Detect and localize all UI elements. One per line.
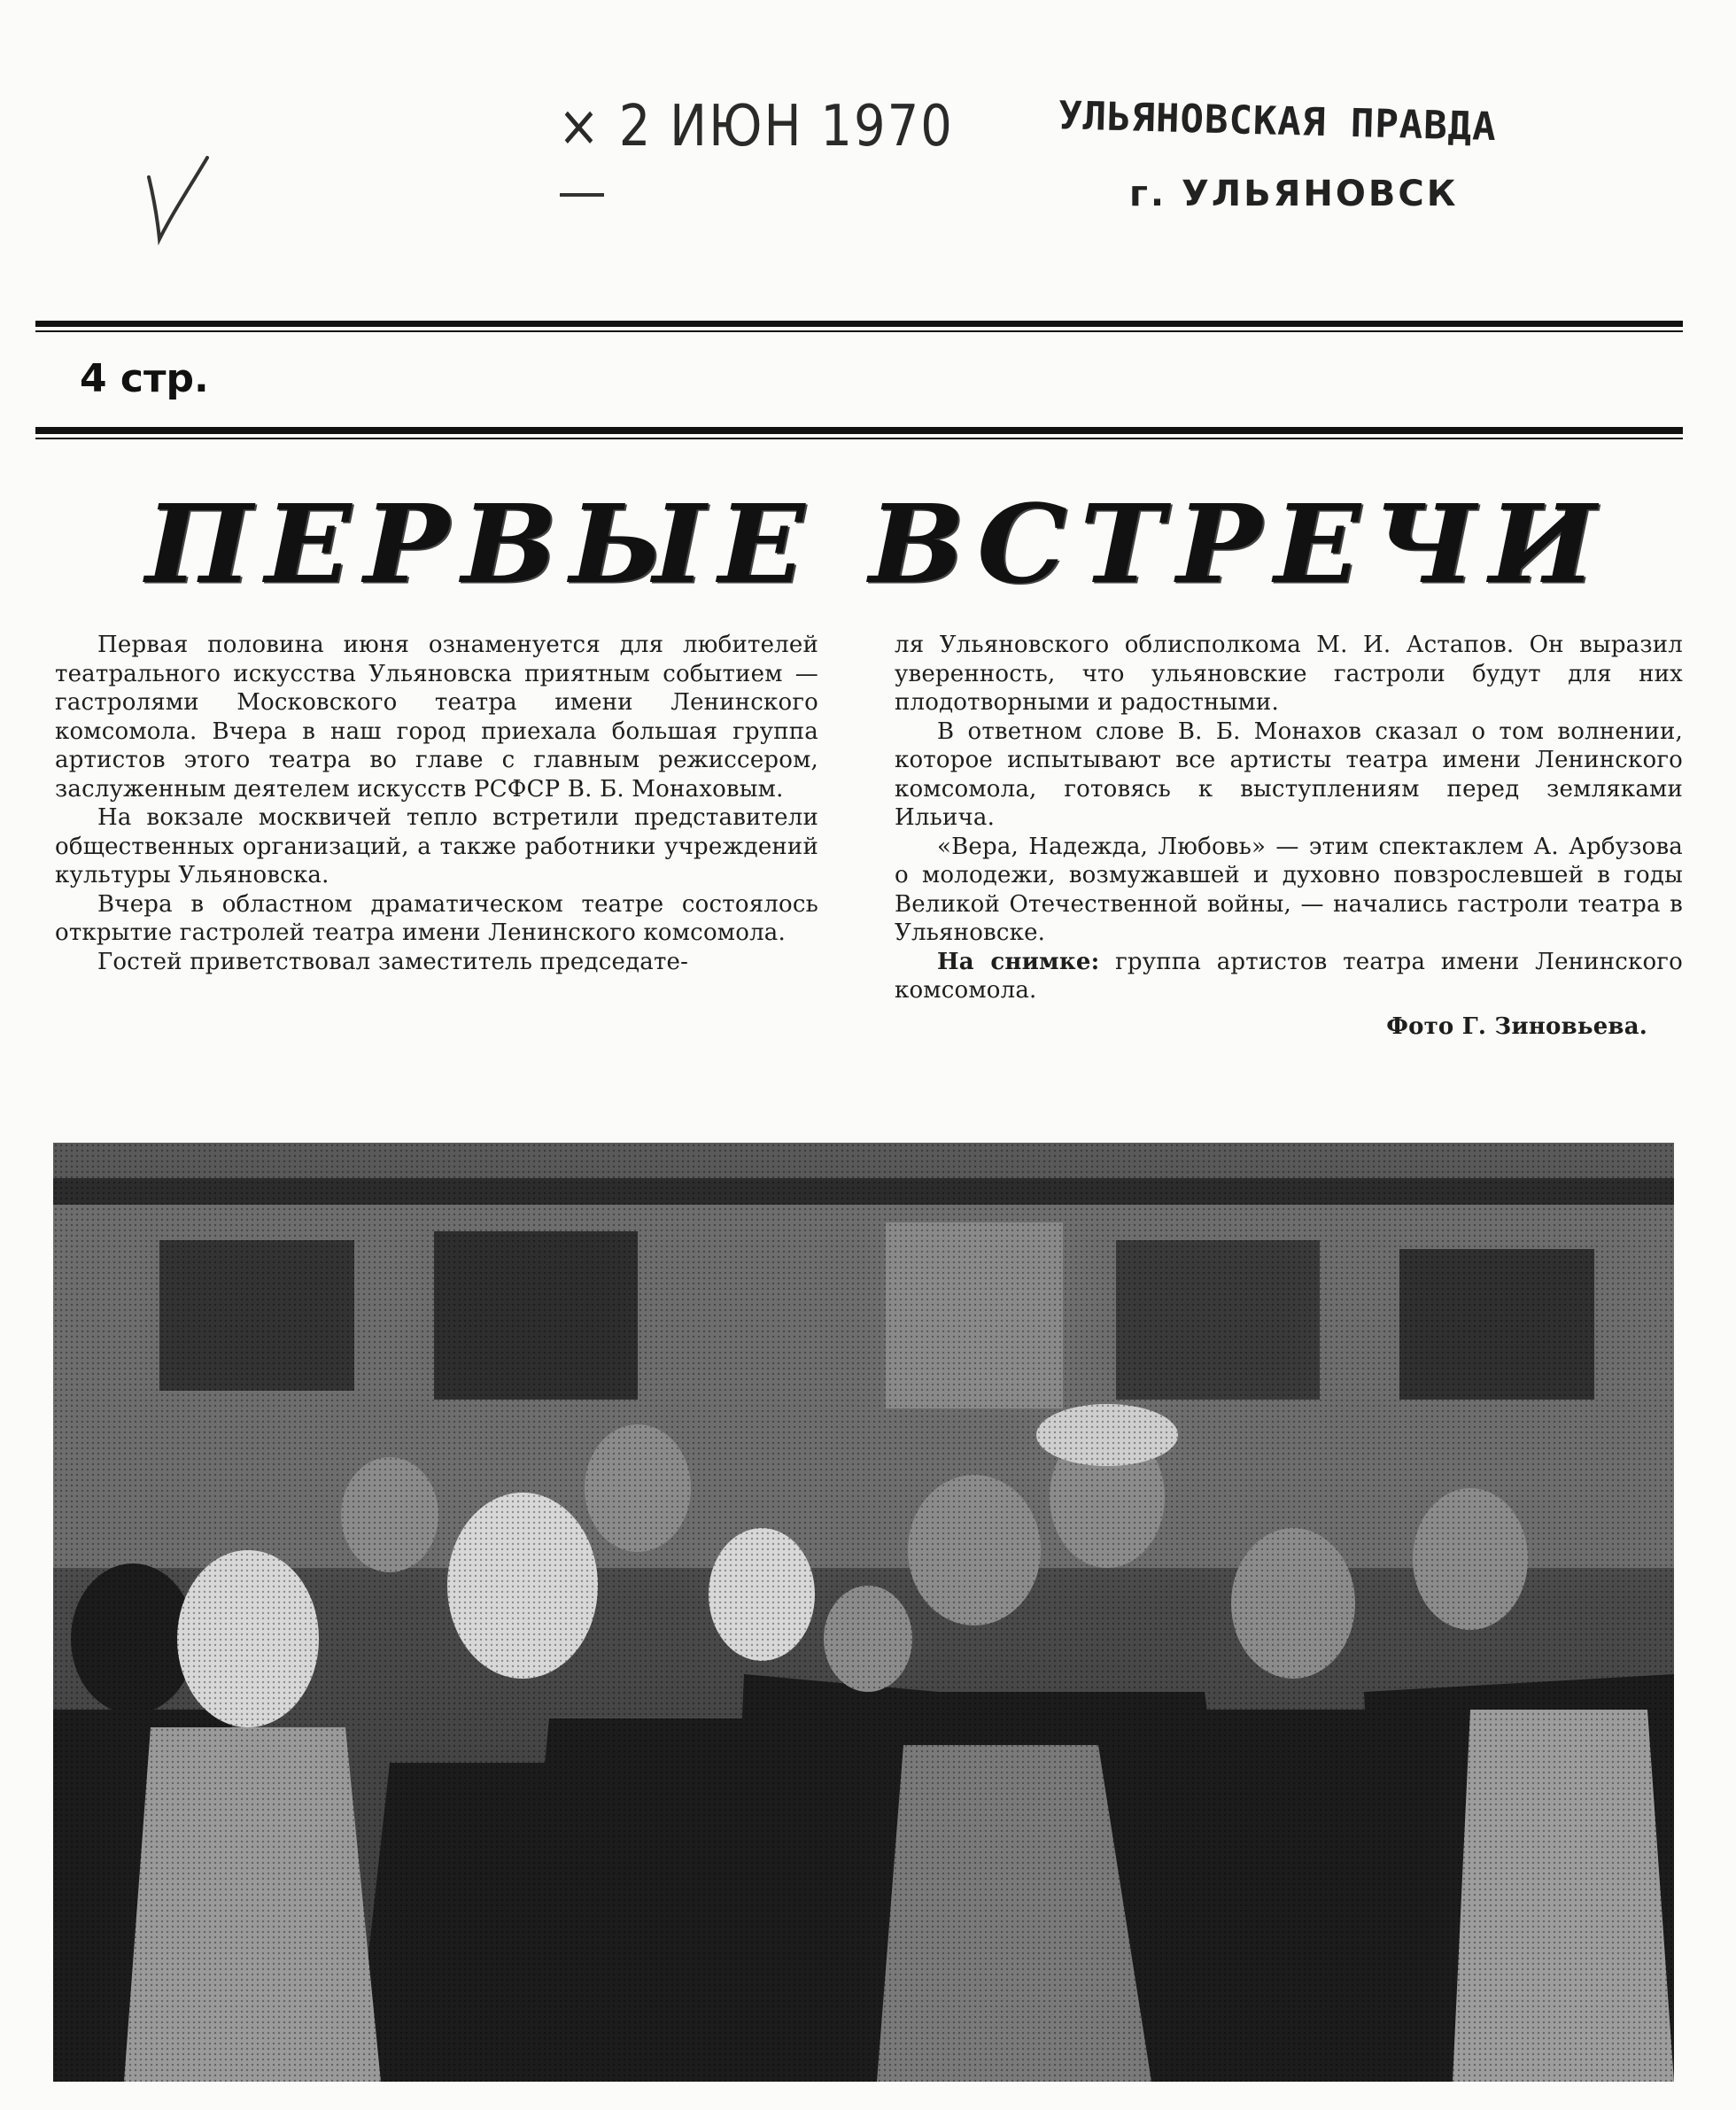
- photo-caption-text: группа артистов театра имени Ленинского комсомола.: [895, 948, 1683, 1004]
- article-paragraph: На вокзале москвичей тепло встретили представители общественных организаций, а также работники учреждений культуры Ульяновска.: [55, 804, 818, 888]
- newspaper-name-stamp: УЛЬЯНОВСКАЯ ПРАВДА: [1058, 93, 1498, 151]
- newspaper-city-stamp: г. УЛЬЯНОВСК: [1129, 174, 1459, 214]
- article-headline: ПЕРВЫЕ ВСТРЕЧИ: [145, 481, 1608, 609]
- article-paragraph: Вчера в областном драматическом театре состоялось открытие гастролей театра имени Ленинского комсомола.: [55, 890, 818, 946]
- photo-credit: Фото Г. Зиновьева.: [1386, 1012, 1647, 1040]
- article-paragraph: Первая половина июня ознаменуется для любителей театрального искусства Ульяновска приятным событием — гастролями Московского театра имени Ленинского комсомола. Вчера в наш город приехала большая группа артистов этого театра во главе с главным режиссером, заслуженным деятелем искусств РСФСР В. Б. Монаховым.: [55, 632, 818, 803]
- article-paragraph: В ответном слове В. Б. Монахов сказал о том волнении, которое испытывают все артисты театра имени Ленинского комсомола, готовясь к выступлениям перед земляками Ильича.: [895, 718, 1683, 831]
- article-column-left: [55, 631, 818, 976]
- article-paragraph: «Вера, Надежда, Любовь» — этим спектаклем А. Арбузова о молодежи, возмужавшей и духовно повзрослевшей в годы Великой Отечественной войны, — начались гастроли театра в Ульяновске.: [895, 833, 1683, 946]
- date-stamp: × 2 ИЮН 1970: [558, 93, 954, 159]
- photo-caption-label: На снимке:: [937, 948, 1100, 975]
- header-rule-thick: [35, 427, 1683, 434]
- top-rule-thin: [35, 330, 1683, 332]
- group-photo: [53, 1143, 1674, 2082]
- article-paragraph-continuation: ля Ульяновского облисполкома М. И. Астапов. Он выразил уверенность, что ульяновские гастроли будут для них плодотворными и радостными.: [895, 632, 1683, 716]
- article-paragraph: Гостей приветствовал заместитель председате-: [97, 948, 689, 975]
- article-column-right: [895, 631, 1683, 1041]
- top-rule-thick: [35, 321, 1683, 327]
- date-stamp-underline: [560, 193, 604, 197]
- handwritten-check-mark: [142, 151, 213, 248]
- header-rule-thin: [35, 438, 1683, 439]
- page-number: 4 стр.: [80, 356, 209, 401]
- photo-caption: [895, 948, 1683, 1005]
